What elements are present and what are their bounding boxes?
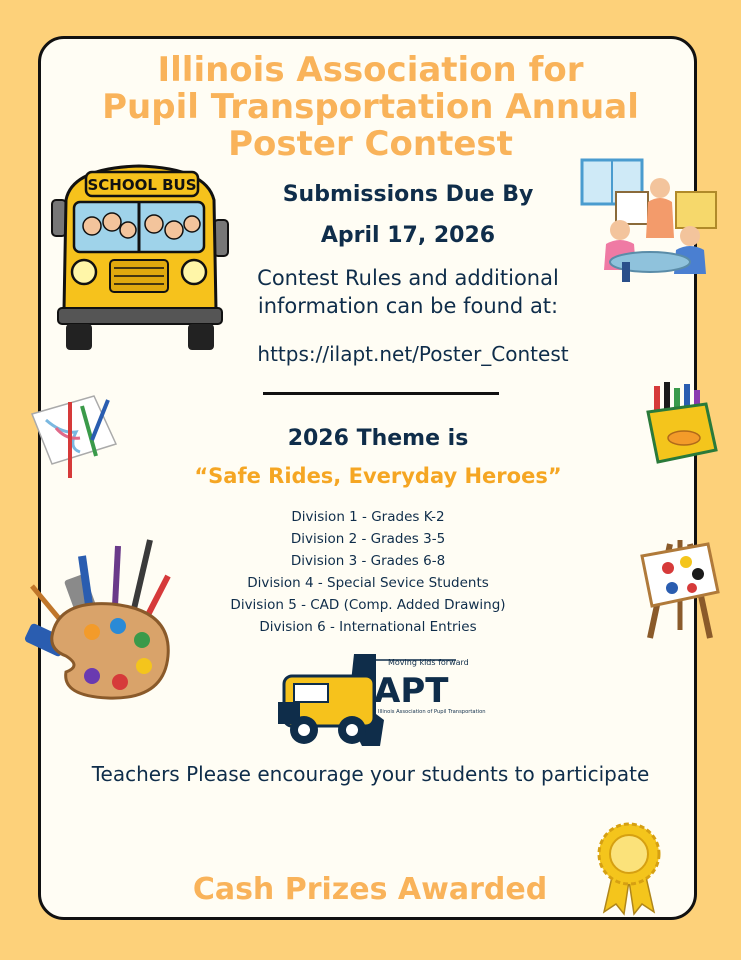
theme-heading: 2026 Theme is xyxy=(287,426,469,451)
division-item: Division 1 - Grades K-2 xyxy=(291,509,445,525)
title-line-3: Poster Contest xyxy=(228,124,513,164)
division-item: Division 5 - CAD (Comp. Added Drawing) xyxy=(230,597,506,613)
poster-title xyxy=(0,52,741,163)
contest-url-link[interactable]: https://ilapt.net/Poster_Contest xyxy=(257,342,569,366)
title-line-1: Illinois Association for xyxy=(157,50,584,90)
school-bus-illustration xyxy=(44,160,234,352)
rules-line-1: Contest Rules and additional xyxy=(257,266,559,290)
title-line-2: Pupil Transportation Annual xyxy=(102,87,639,127)
logo-letters: APT xyxy=(374,671,449,711)
due-date: April 17, 2026 xyxy=(320,223,496,248)
division-item: Division 3 - Grades 6-8 xyxy=(290,553,446,569)
contest-rules-text xyxy=(230,264,586,320)
logo-org-name: Illinois Association of Pupil Transportation xyxy=(378,709,486,715)
art-palette-illustration xyxy=(22,536,174,702)
sketchbook-pencils-illustration xyxy=(28,392,120,478)
easel-illustration xyxy=(640,534,720,638)
logo-tagline: Moving kids forward xyxy=(388,658,469,667)
division-item: Division 2 - Grades 3-5 xyxy=(290,531,446,547)
submissions-due-label: Submissions Due By xyxy=(282,182,534,207)
cash-prizes-footer: Cash Prizes Awarded xyxy=(192,872,548,907)
rules-line-2: information can be found at: xyxy=(257,294,559,318)
division-item: Division 4 - Special Sevice Students xyxy=(247,575,489,591)
divider xyxy=(263,392,499,395)
kids-painting-illustration xyxy=(576,158,720,284)
bus-sign-text: SCHOOL BUS xyxy=(87,176,197,194)
iapt-logo xyxy=(276,650,486,750)
award-ribbon-icon xyxy=(596,822,662,914)
teachers-call-to-action: Teachers Please encourage your students to participate xyxy=(91,762,650,786)
theme-quote: “Safe Rides, Everyday Heroes” xyxy=(194,464,562,488)
division-item: Division 6 - International Entries xyxy=(259,619,477,635)
divisions-list xyxy=(190,506,546,638)
crayon-box-illustration xyxy=(646,382,720,466)
